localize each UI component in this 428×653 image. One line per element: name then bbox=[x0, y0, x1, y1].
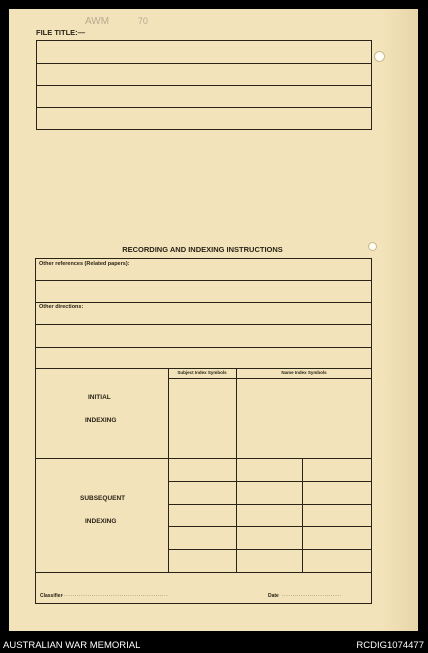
archive-stamp bbox=[85, 16, 148, 27]
form-rule bbox=[168, 378, 371, 379]
archive-footer-left: AUSTRALIAN WAR MEMORIAL bbox=[3, 640, 141, 651]
subsequent-indexing-label: INDEXING bbox=[85, 518, 117, 525]
form-rule bbox=[36, 280, 371, 281]
other-directions-label: Other directions: bbox=[39, 304, 84, 310]
other-references-label: Other references (Related papers): bbox=[39, 261, 130, 267]
date-label: Date bbox=[268, 593, 279, 599]
form-rule bbox=[36, 302, 371, 303]
title-rule bbox=[37, 63, 371, 64]
stamp-number: 70 bbox=[137, 16, 148, 26]
name-index-header: Name Index Symbols bbox=[281, 370, 327, 375]
archive-footer-right: RCDIG1074477 bbox=[356, 640, 424, 651]
title-rule bbox=[37, 85, 371, 86]
classifier-label: Classifier bbox=[40, 593, 63, 599]
punch-hole-top bbox=[374, 51, 385, 62]
form-column-rule bbox=[302, 458, 303, 573]
stamp-text: AWM bbox=[85, 16, 110, 27]
form-rule bbox=[36, 458, 371, 459]
subsequent-label: SUBSEQUENT bbox=[80, 495, 126, 502]
title-rule bbox=[37, 107, 371, 108]
form-rule bbox=[168, 504, 371, 505]
form-column-rule bbox=[236, 368, 237, 573]
section-heading: RECORDING AND INDEXING INSTRUCTIONS bbox=[122, 245, 283, 254]
form-column-rule bbox=[168, 368, 169, 573]
form-rule bbox=[36, 347, 371, 348]
file-title-box bbox=[36, 40, 372, 130]
form-rule bbox=[168, 481, 371, 482]
initial-indexing-label: INDEXING bbox=[85, 417, 117, 424]
form-rule bbox=[36, 572, 371, 573]
form-rule bbox=[168, 526, 371, 527]
subject-index-header: Subject Index Symbols bbox=[177, 370, 227, 375]
form-rule bbox=[168, 549, 371, 550]
file-title-label: FILE TITLE:— bbox=[36, 28, 86, 37]
initial-label: INITIAL bbox=[88, 394, 111, 401]
page-fold-shadow bbox=[382, 9, 418, 631]
form-rule bbox=[36, 324, 371, 325]
indexing-form bbox=[35, 258, 372, 604]
classifier-dotted-line: .................................................. bbox=[62, 592, 169, 598]
date-dotted-line: ............................ bbox=[282, 592, 342, 598]
